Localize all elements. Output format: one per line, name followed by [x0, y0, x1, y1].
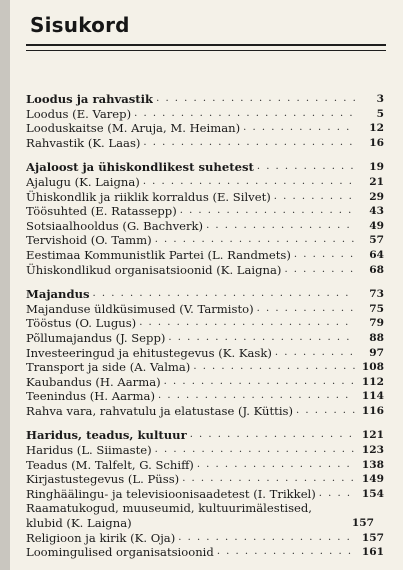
entry-title: Loomingulised organisatsioonid: [26, 545, 214, 560]
section-heading-text: Haridus, teadus, kultuur: [26, 428, 187, 443]
dot-leader: [206, 219, 355, 234]
toc-entry[interactable]: [26, 107, 384, 122]
dot-leader: [284, 263, 355, 278]
toc-entry[interactable]: [26, 487, 384, 502]
dot-leader: [93, 287, 355, 302]
toc-entry[interactable]: [26, 545, 384, 560]
page-number: 16: [369, 136, 384, 149]
page-number: 79: [369, 317, 384, 330]
page-title: Sisukord: [30, 13, 130, 37]
dot-leader: [134, 107, 355, 122]
entry-title: Investeeringud ja ehitustegevus (K. Kask): [26, 345, 272, 360]
dot-leader: [275, 346, 355, 361]
toc-entry[interactable]: [26, 443, 384, 458]
dot-leader: [155, 443, 355, 458]
entry-title: Töösuhted (E. Ratassepp): [26, 204, 177, 219]
dot-leader: [319, 487, 355, 502]
entry-title: Teadus (M. Talfelt, G. Schiff): [26, 457, 194, 472]
toc-entry[interactable]: [26, 136, 384, 151]
entry-title: Tööstus (O. Lugus): [26, 316, 137, 331]
page-number: 12: [369, 122, 384, 135]
toc-section: [26, 92, 384, 150]
dot-leader: [158, 389, 355, 404]
page-number: 157: [351, 517, 374, 530]
toc-entry[interactable]: [26, 331, 384, 346]
dot-leader: [257, 302, 355, 317]
dot-leader: [143, 175, 355, 190]
entry-title: Haridus (L. Siimaste): [26, 443, 152, 458]
page-number: 21: [369, 175, 384, 188]
page-number: 68: [369, 263, 384, 276]
toc-section-heading[interactable]: [26, 160, 384, 175]
toc-entry[interactable]: [26, 263, 384, 278]
entry-title: Rahva vara, rahvatulu ja elatustase (J. Küttis): [26, 403, 294, 418]
toc-entry[interactable]: [26, 302, 384, 317]
page-number: 154: [361, 487, 384, 500]
toc-entry[interactable]: [26, 531, 384, 546]
dot-leader: [156, 92, 355, 107]
toc-entry[interactable]: [26, 360, 384, 375]
dot-leader: [257, 160, 355, 175]
page-number: 108: [361, 361, 384, 374]
page-number: 149: [361, 473, 384, 486]
toc-section: [26, 287, 384, 418]
toc-entry[interactable]: [26, 121, 384, 136]
toc-entry[interactable]: [26, 204, 384, 219]
dot-leader: [274, 190, 355, 205]
entry-title: Ühiskondlikud organisatsioonid (K. Laigna): [26, 262, 282, 277]
toc-section-heading[interactable]: [26, 428, 384, 443]
dot-leader: [294, 248, 355, 263]
page-number: 75: [369, 302, 384, 315]
entry-title: Majanduse üldküsimused (V. Tarmisto): [26, 301, 254, 316]
page-number: 157: [361, 531, 384, 544]
toc-entry[interactable]: [26, 472, 384, 487]
dot-leader: [168, 331, 355, 346]
toc-section: [26, 160, 384, 277]
toc-entry[interactable]: [26, 248, 384, 263]
entry-title: Looduskaitse (M. Aruja, M. Heiman): [26, 121, 241, 136]
toc-section: [26, 428, 384, 559]
toc-entry[interactable]: [26, 501, 384, 530]
entry-title: Kirjastustegevus (L. Püss): [26, 472, 180, 487]
entry-title: Eestimaa Kommunistlik Partei (L. Randmets): [26, 247, 291, 262]
dot-leader: [243, 121, 355, 136]
entry-title: Loodus (E. Varep): [26, 106, 132, 121]
page-number: 123: [361, 444, 384, 457]
entry-title: Põllumajandus (J. Sepp): [26, 330, 166, 345]
page-number: 43: [369, 205, 384, 218]
title-rule: [26, 44, 386, 46]
page-number: 49: [369, 219, 384, 232]
dot-leader: [180, 204, 355, 219]
toc-entry[interactable]: [26, 219, 384, 234]
page-number: 97: [369, 346, 384, 359]
toc-entry[interactable]: [26, 346, 384, 361]
page-number: 29: [369, 190, 384, 203]
page-number: 88: [369, 331, 384, 344]
entry-title: Teenindus (H. Aarma): [26, 389, 155, 404]
entry-title: Tervishoid (O. Tamm): [26, 233, 152, 248]
page-number: 114: [361, 390, 384, 403]
toc-entry[interactable]: [26, 316, 384, 331]
page-number: 138: [361, 458, 384, 471]
toc-entry[interactable]: [26, 175, 384, 190]
page-number: 121: [361, 429, 384, 442]
dot-leader: [296, 404, 355, 419]
page-number: 112: [361, 375, 384, 388]
entry-title: Raamatukogud, muuseumid, kultuurimälestised, klubid (K. Laigna): [26, 501, 312, 531]
toc-section-heading[interactable]: [26, 92, 384, 107]
toc-entry[interactable]: [26, 375, 384, 390]
entry-title: Sotsiaalhooldus (G. Bachverk): [26, 218, 204, 233]
dot-leader: [139, 316, 355, 331]
entry-title: Rahvastik (K. Laas): [26, 135, 141, 150]
dot-leader: [164, 375, 355, 390]
page-number: 161: [361, 546, 384, 559]
page-number: 73: [369, 288, 384, 301]
section-heading-text: Ajaloost ja ühiskondlikest suhetest: [26, 160, 254, 175]
entry-title: Ajalugu (K. Laigna): [26, 174, 140, 189]
book-page: [10, 0, 403, 570]
dot-leader: [143, 136, 355, 151]
page-number: 3: [376, 93, 384, 105]
dot-leader: [197, 458, 355, 473]
entry-title: Kaubandus (H. Aarma): [26, 374, 161, 389]
table-of-contents: [26, 92, 384, 570]
dot-leader: [193, 360, 355, 375]
toc-entry[interactable]: [26, 404, 384, 419]
dot-leader: [190, 428, 355, 443]
dot-leader: [217, 545, 355, 560]
entry-title: Transport ja side (A. Valma): [26, 360, 191, 375]
entry-title: Ühiskondlik ja riiklik korraldus (E. Silvet): [26, 189, 271, 204]
toc-section-heading[interactable]: [26, 287, 384, 302]
toc-entry[interactable]: [26, 458, 384, 473]
page-number: 5: [376, 107, 384, 120]
entry-title: Religioon ja kirik (K. Oja): [26, 530, 176, 545]
page-number: 116: [361, 404, 384, 417]
dot-leader: [182, 472, 355, 487]
toc-entry[interactable]: [26, 190, 384, 205]
toc-entry[interactable]: [26, 389, 384, 404]
page-number: 57: [369, 234, 384, 247]
section-heading-text: Loodus ja rahvastik: [26, 92, 154, 106]
dot-leader: [178, 531, 355, 546]
toc-entry[interactable]: [26, 233, 384, 248]
dot-leader: [155, 233, 355, 248]
title-rule-thin: [26, 50, 386, 51]
section-heading-text: Majandus: [26, 287, 90, 302]
page-number: 19: [369, 161, 384, 174]
entry-title: Ringhäälingu- ja televisioonisaadetest (I. Trikkel): [26, 486, 316, 501]
page-number: 64: [369, 248, 384, 261]
